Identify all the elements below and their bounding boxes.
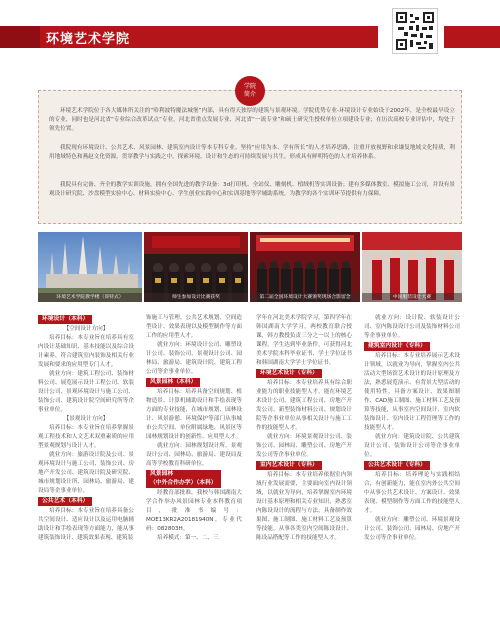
joint-heading-line-1: 风景园林 — [150, 471, 174, 477]
joint-program-mode: 培养模式：第一、二、三 — [157, 535, 219, 541]
award-image — [250, 232, 360, 302]
column-1 — [38, 314, 134, 543]
column-4 — [364, 314, 460, 543]
architectural-interior-career: 就业方向：建筑设计院、公共建筑设计公司、装饰设计公司等企事业单位。 — [364, 434, 460, 458]
public-art-goal: 培养目标：本专业旨在培养具备公共空间设计、适应设计以及运用电脑辅助设计和手绘表现等方面能力，能从事建筑装饰设计、建筑效果表现、建筑装 — [38, 508, 134, 541]
section-heading-environmental-art-design: 环境艺术设计（专科） — [256, 369, 322, 378]
section-heading-architectural-interior: 建筑室内设计（专科） — [364, 342, 430, 351]
section-heading-landscape-architecture: 风景园林（本科） — [146, 378, 200, 387]
intro-paragraph-2: 我院现有环境设计、公共艺术、风景园林、建筑室内设计等本专科专业。坚持“应用为本、学有所长”的人才培养思路，注重开放视野和求谦复地域文化特质，利用地域特色和燕赵文化资源，贯穿教学与实践之中，探索环境、设计和生态的可持续发展与共生，形成具有鲜明特色的人才培养体系。 — [49, 145, 455, 160]
environmental-art-career: 就业方向：环境景观设计公司、装饰公司、园林局、雕塑公司、房地产开发公司等企事业单位。 — [256, 434, 352, 458]
page-title: 环境艺术学院 — [46, 32, 131, 47]
space-design-goal: 培养目标：本专业旨在培养具有室内设计基础知识、基本技能以及综合设计素养，符合建筑室内装饰及相关行业发展和要求的应用型专门人才。 — [38, 335, 134, 368]
section-heading-public-art-design: 公共艺术设计（专科） — [364, 461, 430, 470]
architectural-interior-goal: 培养目标：本专业培养展示艺术设计领域，以就业为导向，掌握室内公共活动大型场馆艺术设计的设计原理及方法，熟悉展览演示、有背景大型活动的使用特性，具备方案设计、效果图制作、CAD施工制图、施工材料工艺及预算等技能，从事室内空间设计、室内软装饰设计、室内设计工程管理等工作的技能型人才。 — [364, 353, 460, 431]
intro-badge — [235, 76, 265, 106]
section-heading-public-art: 公共艺术（本科） — [38, 497, 92, 506]
landscape-design-career: 就业方向：旅游设计院及公司、景观环境设计与施工公司、装饰公司、房地产开发公司、建筑设计院及研究院、城市规划设计所、园林局、旅游局、建设局等企事业单位。 — [38, 452, 134, 494]
header — [0, 0, 500, 68]
qr-code-icon — [392, 8, 438, 54]
public-art-career: 就业方向：环境设计公司、雕塑设计公司、装饰公司、景观设计公司、园林局、旅游局、建筑设计院、建筑工程公司等企事业单位。 — [146, 342, 242, 375]
section-heading-environmental-design: 环境设计（本科） — [38, 315, 92, 324]
environmental-art-goal: 培养目标：本专业培养具有综合职业能力的职业技能型人才，能在环境艺术设计公司、建筑工程公司、房地产开发公司、新型装饰材料公司、规划设计院等企事业单位从事相关设计与施工工作的技能型人才。 — [256, 380, 352, 431]
joint-program-approval: 经教育部批准，我校与韩国湖南大学合作举办风景园林专业本科教育项目，批准书编号：MOE13KR2A20181940N，专业代码：082803H。 — [146, 490, 242, 532]
cathedral-image — [38, 232, 142, 302]
photo-cathedral — [38, 232, 142, 302]
intro-box — [38, 90, 462, 224]
photo-caption-3: 第二届全国环境设计大赛颁奖现场合影留念 — [250, 293, 360, 302]
intro-paragraph-3: 我院具有完备、齐全的教学实训设施，拥有全国先进的教学设备：3d打印机、全站仪、雕刻机、植绒机等实训设备；建有多媒体教室、模拟施工公司，并设有景观设计研究院、沙盘模型实验中心、材料实验中心、学生创业实践中心和实训基地等学辅助系统，为教学的各个实训环节提供有力保障。 — [49, 182, 455, 197]
photo-ceremony — [144, 232, 248, 302]
qr-code-graphic — [396, 12, 434, 50]
photo-award — [250, 232, 360, 302]
landscape-architecture-goal: 培养目标：培养具备空间规划、植物造景、计算机辅助设计和手绘表现等方面的专业技能，在城市规划、园林设计、风景游憩、环境保护等部门从事城市公共空间、单位附属绿地、风景区等园林规划设计的创新性、应用型人才。 — [146, 389, 242, 440]
interior-art-goal: 培养目标：本专业培养依据室内领域行业发展需要，主要面向室内设计领域，以就业为导向，培养掌握室内环境设计基本原理和相关专业知识，熟悉室内陈设设计的流程与方法，具备制作效果图、施工制图、施工材料工艺及预算等技能，从事各类室内空间陈设设计、陈设品搭配等工作的技能型人才。 — [256, 472, 352, 541]
photo-caption-2: 师生参加设计比赛获奖 — [144, 293, 248, 302]
header-accent-bar — [444, 26, 500, 48]
public-art-goal-cont: 饰施工与管理、公共艺术规划、空间造型设计、效果表现以及模型制作等方面工作的应用型人才。 — [146, 315, 242, 339]
photo-caption-4: 中国服装设计大赛 — [362, 293, 462, 302]
badge-line-1: 学院 — [243, 83, 256, 90]
ceremony-image — [144, 232, 248, 302]
public-art-design-goal: 培养目标：培养理论与实践相结合，有创新能力，能在室内外公共空间中从事公共艺术设计、方案设计、效果表现、模型制作等方面工作的技能型人才。 — [364, 472, 460, 514]
joint-program-mode-cont: 学年在河北美术学院学习，第四学年在韩国湖南大学学习。两校教育联合授课，韩方教授负责三分之一以上的核心课程。学生达到毕业条件，可获得河北美术学院本科毕业证书、学士学位证书和韩国湖南大学学士学位证书。 — [256, 315, 352, 366]
fashion-image — [362, 232, 462, 302]
column-2 — [146, 314, 242, 543]
public-art-design-career: 就业方向：雕塑公司、环境景观设计公司、装饰公司、园林局、房地产开发公司等企事业单位。 — [364, 517, 460, 541]
landscape-architecture-career: 就业方向：园林规划设计所、景观设计公司、园林局、旅游局、建设局及高等学校教育科研单位。 — [146, 443, 242, 467]
joint-heading-line-2: （中外合作办学）（本科） — [150, 480, 217, 486]
intro-paragraph-1: 环境艺术学院位于各大媒体所关注的“哈利波特魔法城堡”内部，具有得天独厚的建筑与景观环境。学院优势专业-环境设计专业始设于2002年，是全校最早设立的专业，同时也是河北省“专业综合改革试点”专业，河北省重点发展专业、河北省“一流专业”和硕士研究生授权单位立项建设专业；在历次高校专业评估中，均处于领先位置。 — [49, 108, 455, 132]
landscape-design-goal: 培养目标：本专业旨在培养掌握景观工程技术和人文艺术双重素质的应用型景观规划与设计人才。 — [38, 425, 134, 449]
column-3 — [256, 314, 352, 543]
section-heading-landscape-joint — [146, 470, 221, 488]
photo-strip — [38, 232, 462, 302]
subheading-landscape-design: 【景观设计方向】 — [63, 416, 109, 422]
title-bar-tail — [0, 26, 40, 48]
subheading-space-design: 【空间设计方向】 — [63, 326, 109, 332]
photo-caption-1: 环境艺术学院教学楼（哥特式） — [38, 293, 142, 302]
space-design-career: 就业方向：建筑工程公司、装饰材料公司、展览展示设计工程公司、软装设计公司、景观环境设计与施工公司、装饰公司、建筑设计院空间研究所等企事业单位。 — [38, 371, 134, 413]
photo-fashion — [362, 232, 462, 302]
section-heading-interior-art-design: 室内艺术设计（专科） — [256, 461, 322, 470]
title-bar — [0, 26, 378, 48]
badge-line-2: 简介 — [243, 91, 256, 98]
interior-art-career: 就业方向：设计院、软装设计公司、室内陈设设计公司及装饰材料公司等企事业单位。 — [364, 315, 460, 339]
